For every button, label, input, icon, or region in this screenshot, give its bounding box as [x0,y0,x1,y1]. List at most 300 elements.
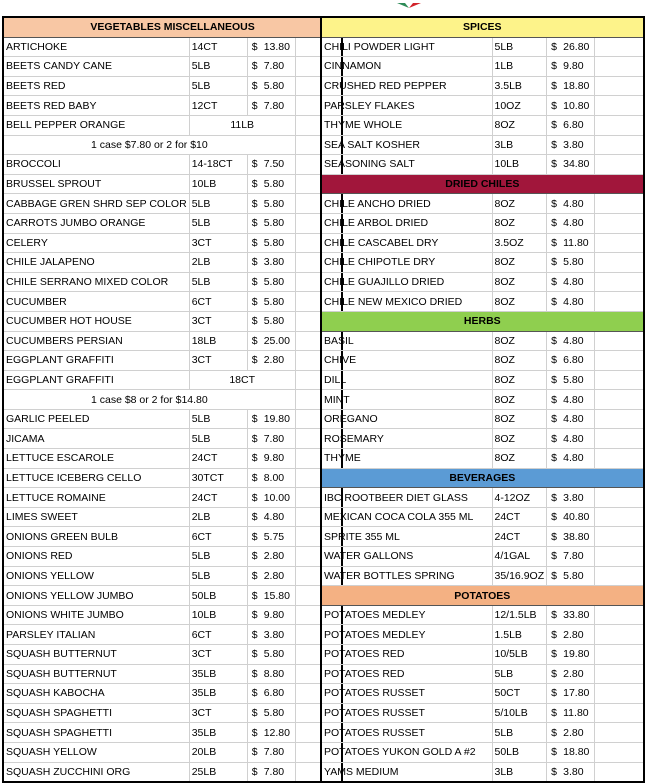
price-value: 5.80 [263,315,285,328]
item-price [247,742,295,762]
currency-symbol: $ [251,491,258,504]
table-row [321,96,644,116]
item-price [547,76,595,96]
table-row [3,762,342,782]
price-value: 11.80 [563,707,589,720]
price-value: 4.80 [563,334,584,347]
currency-symbol: $ [551,530,557,543]
item-pack: 2LB [189,507,247,527]
item-price [547,723,595,743]
currency-symbol: $ [551,276,557,289]
empty-cell [595,507,644,527]
currency-symbol: $ [251,236,258,249]
item-pack: 35/16.9OZ [492,566,547,586]
currency-symbol: $ [551,609,557,622]
item-pack: 5LB [189,429,247,449]
currency-symbol: $ [251,256,258,269]
price-value: 5.80 [263,648,285,661]
price-value: 2.80 [563,726,584,739]
price-value: 10.00 [263,491,290,504]
item-pack: 8OZ [492,213,547,233]
table-row [321,292,644,312]
item-pack: 3CT [189,233,247,253]
item-price [547,547,595,567]
item-pack: 24CT [492,507,547,527]
currency-symbol: $ [251,550,258,563]
empty-cell [595,370,644,390]
currency-symbol: $ [551,334,557,347]
empty-cell [595,390,644,410]
item-price [247,429,295,449]
item-name: SQUASH SPAGHETTI [3,723,189,743]
item-pack: 8OZ [492,370,547,390]
item-price [547,331,595,351]
empty-cell [595,76,644,96]
item-price [247,723,295,743]
currency-symbol: $ [551,413,557,426]
table-row [321,37,644,57]
table-row [321,351,644,371]
empty-cell [595,292,644,312]
item-name: LIMES SWEET [3,507,189,527]
item-price [547,684,595,704]
price-value: 3.80 [563,491,584,504]
currency-symbol: $ [251,746,258,759]
item-name: CHILE SERRANO MIXED COLOR [3,272,189,292]
item-pack: 8OZ [492,115,547,135]
item-name: CINNAMON [321,57,492,77]
table-row [321,272,644,292]
currency-symbol: $ [551,628,557,641]
empty-cell [595,115,644,135]
item-price [547,527,595,547]
item-name: CHILE ANCHO DRIED [321,194,492,214]
item-price [547,213,595,233]
currency-symbol: $ [551,119,557,132]
item-name: WATER GALLONS [321,547,492,567]
currency-symbol: $ [551,40,557,53]
table-row [3,174,342,194]
price-value: 3.80 [263,628,285,641]
price-value: 5.80 [263,217,285,230]
item-price [547,96,595,116]
item-name: SQUASH BUTTERNUT [3,645,189,665]
table-row [321,253,644,273]
item-price [247,351,295,371]
table-row [321,233,644,253]
table-row [3,331,342,351]
item-price [547,194,595,214]
item-name: MINT [321,390,492,410]
potatoes-header-title: POTATOES [321,586,644,606]
price-value: 13.80 [263,40,290,53]
item-name: SEASONING SALT [321,155,492,175]
item-pack: 4/1GAL [492,547,547,567]
item-price [247,76,295,96]
empty-cell [595,96,644,116]
item-price [547,449,595,469]
item-pack: 8OZ [492,351,547,371]
item-price [547,664,595,684]
currency-symbol: $ [551,138,557,151]
empty-cell [595,331,644,351]
table-row [321,331,644,351]
currency-symbol: $ [551,452,557,465]
empty-cell [595,762,644,782]
currency-symbol: $ [551,197,557,210]
table-row [3,96,342,116]
item-name: MEXICAN COCA COLA 355 ML [321,507,492,527]
currency-symbol: $ [251,178,258,191]
item-name: POTATOES RED [321,645,492,665]
item-name: CHILI POWDER LIGHT [321,37,492,57]
price-value: 9.80 [563,60,584,73]
price-value: 5.80 [563,569,584,582]
item-price [547,37,595,57]
currency-symbol: $ [551,99,557,112]
item-price [547,742,595,762]
price-value: 5.80 [263,276,285,289]
currency-symbol: $ [251,511,258,524]
currency-symbol: $ [251,217,258,230]
price-value: 40.80 [563,511,590,524]
item-pack: 35LB [189,684,247,704]
currency-symbol: $ [551,217,557,230]
item-pack: 5LB [189,272,247,292]
price-value: 12.80 [263,726,290,739]
currency-symbol: $ [251,687,258,700]
item-name: CUCUMBER [3,292,189,312]
table-row [321,566,644,586]
item-name: BRUSSEL SPROUT [3,174,189,194]
item-name: POTATOES MEDLEY [321,625,492,645]
table-row [321,135,644,155]
item-price [247,331,295,351]
table-row [3,233,342,253]
item-price [247,213,295,233]
table-row [3,115,342,135]
empty-cell [595,449,644,469]
item-price [547,429,595,449]
item-pack: 50CT [492,684,547,704]
item-name: POTATOES YUKON GOLD A #2 [321,742,492,762]
item-pack: 5LB [189,547,247,567]
empty-cell [595,605,644,625]
empty-cell [595,703,644,723]
price-value: 5.80 [263,707,285,720]
empty-cell [595,351,644,371]
empty-cell [595,194,644,214]
price-value: 19.80 [263,413,290,426]
spices-header [321,17,644,37]
item-price [247,174,295,194]
currency-symbol: $ [551,726,557,739]
item-name: SQUASH SPAGHETTI [3,703,189,723]
price-value: 5.80 [263,80,285,93]
table-row [3,664,342,684]
item-name: CHILE CHIPOTLE DRY [321,253,492,273]
item-pack: 14-18CT [189,155,247,175]
currency-symbol: $ [251,432,258,445]
currency-symbol: $ [251,765,258,778]
item-price [247,253,295,273]
price-value: 8.80 [263,667,285,680]
item-pack: 10/5LB [492,645,547,665]
currency-symbol: $ [551,158,557,171]
currency-symbol: $ [251,589,258,602]
currency-symbol: $ [551,60,557,73]
item-name: IBC ROOTBEER DIET GLASS [321,488,492,508]
item-price [547,409,595,429]
table-row [3,507,342,527]
item-price [247,272,295,292]
currency-symbol: $ [551,648,557,661]
currency-symbol: $ [251,354,258,367]
price-value: 5.80 [263,295,285,308]
item-price [547,253,595,273]
price-value: 5.80 [563,256,584,269]
item-pack: 20LB [189,742,247,762]
price-value: 34.80 [563,158,590,171]
item-pack: 5LB [189,76,247,96]
price-value: 4.80 [263,511,285,524]
table-row [321,390,644,410]
item-name: EGGPLANT GRAFFITI [3,370,189,390]
empty-cell [595,135,644,155]
table-row [321,76,644,96]
empty-cell [595,37,644,57]
currency-symbol: $ [251,197,258,210]
item-price [547,135,595,155]
currency-symbol: $ [251,80,258,93]
promo-note: 1 case $7.80 or 2 for $10 [3,135,295,155]
item-price [247,566,295,586]
empty-cell [595,233,644,253]
price-value: 2.80 [263,354,285,367]
empty-cell [595,742,644,762]
table-row [321,723,644,743]
table-row [3,586,342,606]
item-price [547,605,595,625]
price-value: 10.80 [563,99,590,112]
item-name: CHILE CASCABEL DRY [321,233,492,253]
empty-cell [595,488,644,508]
promo-note-row [3,390,342,410]
item-name: BEETS RED [3,76,189,96]
item-pack: 3CT [189,703,247,723]
table-row [3,351,342,371]
price-value: 4.80 [563,276,584,289]
empty-cell [595,253,644,273]
spices-herbs-beverages-potatoes-table [320,16,645,783]
price-value: 18.80 [563,80,590,93]
price-value: 25.00 [263,334,290,347]
currency-symbol: $ [551,667,557,680]
price-value: 7.80 [263,765,285,778]
item-name: LETTUCE ICEBERG CELLO [3,468,189,488]
item-pack: 6CT [189,625,247,645]
item-pack: 24CT [189,449,247,469]
item-pack: 5LB [189,213,247,233]
item-price [247,468,295,488]
currency-symbol: $ [551,707,557,720]
item-pack: 18CT [189,370,295,390]
item-name: CHILE ARBOL DRIED [321,213,492,233]
item-pack: 5LB [492,664,547,684]
item-name: ONIONS RED [3,547,189,567]
empty-cell [595,723,644,743]
item-name: YAMS MEDIUM [321,762,492,782]
item-pack: 3LB [492,135,547,155]
table-row [3,742,342,762]
price-value: 4.80 [563,217,584,230]
item-price [247,409,295,429]
item-name: CABBAGE GREN SHRD SEP COLOR [3,194,189,214]
currency-symbol: $ [251,315,258,328]
item-name: LETTUCE ESCAROLE [3,449,189,469]
item-name: POTATOES RUSSET [321,684,492,704]
item-price [547,625,595,645]
price-value: 7.50 [263,158,285,171]
table-row [321,409,644,429]
item-pack: 5LB [492,37,547,57]
currency-symbol: $ [551,295,557,308]
item-pack: 4-12OZ [492,488,547,508]
item-price [547,507,595,527]
table-row [3,488,342,508]
item-price [547,762,595,782]
currency-symbol: $ [551,236,557,249]
item-price [547,703,595,723]
vegetables-price-table [2,16,343,783]
currency-symbol: $ [251,707,258,720]
table-row [3,625,342,645]
item-price [547,292,595,312]
item-name: BASIL [321,331,492,351]
item-pack: 8OZ [492,272,547,292]
price-value: 6.80 [563,354,584,367]
item-pack: 10LB [492,155,547,175]
item-pack: 1LB [492,57,547,77]
dried-chiles-header [321,174,644,194]
item-pack: 5/10LB [492,703,547,723]
currency-symbol: $ [551,256,557,269]
empty-cell [595,409,644,429]
item-name: CELERY [3,233,189,253]
item-name: OREGANO [321,409,492,429]
table-row [3,57,342,77]
table-row [321,507,644,527]
item-name: THYME WHOLE [321,115,492,135]
currency-symbol: $ [251,609,258,622]
item-price [247,527,295,547]
table-row [3,684,342,704]
currency-symbol: $ [251,667,258,680]
item-pack: 8OZ [492,292,547,312]
price-value: 33.80 [563,609,590,622]
table-row [3,566,342,586]
table-row [3,429,342,449]
item-price [247,488,295,508]
item-price [547,57,595,77]
item-price [547,390,595,410]
table-row [321,115,644,135]
item-name: BROCCOLI [3,155,189,175]
herbs-header [321,311,644,331]
item-pack: 6CT [189,527,247,547]
item-pack: 3CT [189,351,247,371]
currency-symbol: $ [551,746,557,759]
currency-symbol: $ [551,373,557,386]
price-value: 7.80 [263,60,285,73]
empty-cell [595,213,644,233]
item-price [247,194,295,214]
table-row [3,370,342,390]
beverages-header [321,468,644,488]
table-row [3,213,342,233]
currency-symbol: $ [551,354,557,367]
item-pack: 35LB [189,664,247,684]
item-price [247,155,295,175]
currency-symbol: $ [251,530,258,543]
item-pack: 2LB [189,253,247,273]
table-row [3,468,342,488]
item-pack: 10LB [189,605,247,625]
currency-symbol: $ [251,569,258,582]
herbs-header-title: HERBS [321,311,644,331]
currency-symbol: $ [551,687,557,700]
empty-cell [595,566,644,586]
item-pack: 10OZ [492,96,547,116]
table-row [321,194,644,214]
vegetables-header-title: VEGETABLES MISCELLANEOUS [3,17,342,37]
item-pack: 1.5LB [492,625,547,645]
currency-symbol: $ [251,334,258,347]
table-row [321,547,644,567]
table-row [3,547,342,567]
price-value: 7.80 [263,432,285,445]
item-name: SEA SALT KOSHER [321,135,492,155]
price-value: 38.80 [563,530,590,543]
item-pack: 3.5OZ [492,233,547,253]
table-row [321,605,644,625]
promo-note-row [3,135,342,155]
price-value: 4.80 [563,452,584,465]
table-row [3,311,342,331]
item-price [247,586,295,606]
price-value: 3.80 [263,256,285,269]
item-pack: 12/1.5LB [492,605,547,625]
table-row [321,429,644,449]
item-name: SQUASH KABOCHA [3,684,189,704]
item-name: CUCUMBERS PERSIAN [3,331,189,351]
item-pack: 25LB [189,762,247,782]
beverages-header-title: BEVERAGES [321,468,644,488]
price-value: 5.80 [263,178,285,191]
item-name: SQUASH ZUCCHINI ORG [3,762,189,782]
currency-symbol: $ [251,452,258,465]
table-row [3,645,342,665]
item-name: ARTICHOKE [3,37,189,57]
item-pack: 18LB [189,331,247,351]
table-row [321,645,644,665]
item-price [547,488,595,508]
item-price [247,605,295,625]
price-value: 26.80 [563,40,590,53]
currency-symbol: $ [551,765,557,778]
table-row [321,703,644,723]
currency-symbol: $ [551,491,557,504]
